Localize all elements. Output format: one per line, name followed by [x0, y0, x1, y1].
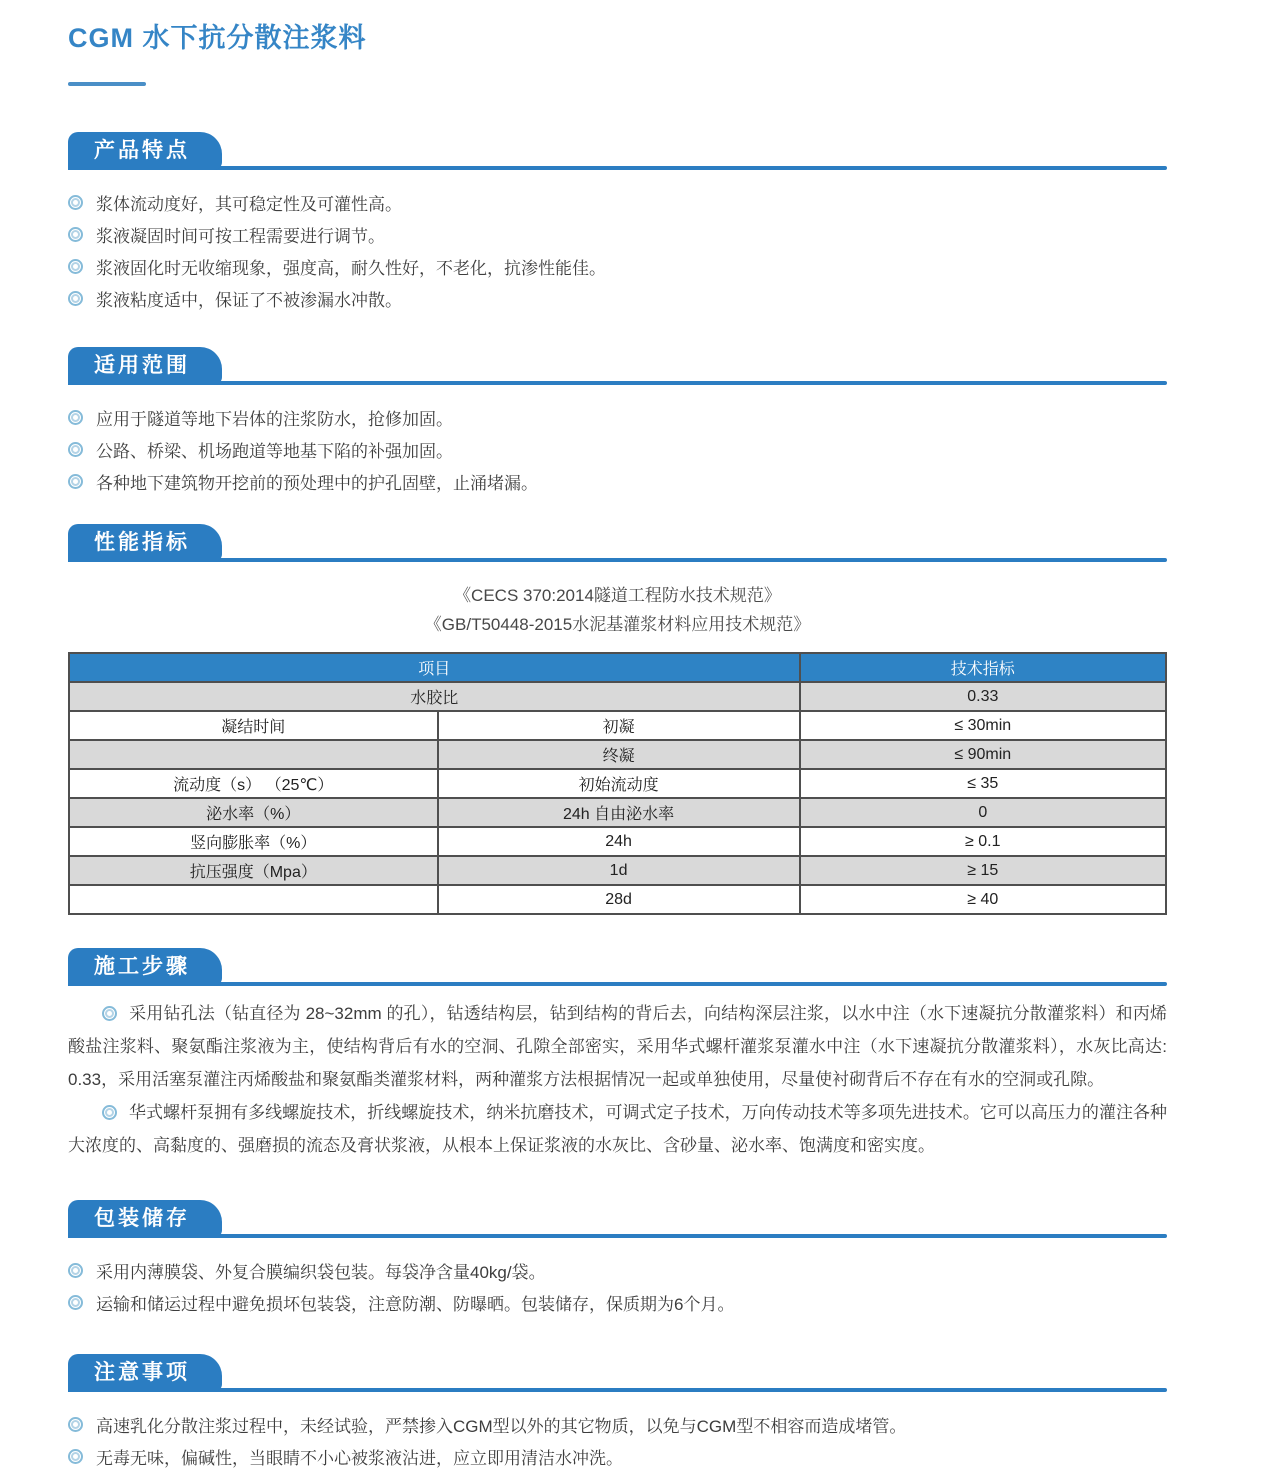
table-cell: 初凝 — [438, 711, 800, 740]
table-cell: 流动度（s） （25℃） — [69, 769, 438, 798]
page-title: CGM 水下抗分散注浆料 — [68, 23, 367, 53]
list-item — [68, 1440, 1167, 1472]
standard-reference: 《GB/T50448-2015水泥基灌浆材料应用技术规范》 — [424, 615, 811, 634]
table-cell: 凝结时间 — [69, 711, 438, 740]
table-cell: 竖向膨胀率（%） — [69, 827, 438, 856]
list-item-text: 浆液固化时无收缩现象，强度高，耐久性好，不老化，抗渗性能佳。 — [96, 258, 606, 278]
table-header-item: 项目 — [69, 653, 800, 682]
list-item-text: 浆液凝固时间可按工程需要进行调节。 — [96, 226, 385, 246]
section-header-notes — [68, 1354, 1167, 1392]
section-tab-packaging: 包装储存 — [68, 1200, 222, 1238]
table-row — [69, 682, 1166, 711]
construction-paragraphs — [68, 997, 1167, 1162]
table-cell: ≤ 90min — [800, 740, 1166, 769]
table-cell: ≥ 0.1 — [800, 827, 1166, 856]
section-header-features — [68, 132, 1167, 170]
list-item-text: 运输和储运过程中避免损坏包装袋，注意防潮、防曝晒。包装储存，保质期为6个月。 — [96, 1294, 735, 1314]
table-cell: 水胶比 — [69, 682, 800, 711]
ring-bullet-icon — [68, 442, 83, 457]
section-header-scope — [68, 347, 1167, 385]
ring-bullet-icon — [68, 259, 83, 274]
table-cell: ≤ 35 — [800, 769, 1166, 798]
table-cell: ≥ 40 — [800, 885, 1166, 914]
notes-list — [68, 1408, 1167, 1472]
table-cell: 0.33 — [800, 682, 1166, 711]
section-tab-notes: 注意事项 — [68, 1354, 222, 1392]
list-item — [68, 282, 1167, 314]
standards-references — [68, 581, 1167, 639]
table-cell: 抗压强度（Mpa） — [69, 856, 438, 885]
list-item — [68, 250, 1167, 282]
list-item-text: 应用于隧道等地下岩体的注浆防水，抢修加固。 — [96, 409, 453, 429]
table-row — [69, 711, 1166, 740]
ring-bullet-icon — [68, 227, 83, 242]
table-cell: 24h — [438, 827, 800, 856]
list-item — [68, 1254, 1167, 1286]
list-item — [68, 1408, 1167, 1440]
section-header-construction — [68, 948, 1167, 986]
features-list — [68, 186, 1167, 314]
section-header-performance — [68, 524, 1167, 562]
table-cell: 泌水率（%） — [69, 798, 438, 827]
list-item — [68, 218, 1167, 250]
list-item-text: 各种地下建筑物开挖前的预处理中的护孔固壁，止涌堵漏。 — [96, 473, 538, 493]
table-cell: 1d — [438, 856, 800, 885]
list-item-text: 无毒无味，偏碱性，当眼睛不小心被浆液沾进，应立即用清洁水冲洗。 — [96, 1448, 623, 1468]
ring-bullet-icon — [68, 410, 83, 425]
list-item-text: 公路、桥梁、机场跑道等地基下陷的补强加固。 — [96, 441, 453, 461]
construction-paragraph-text: 华式螺杆泵拥有多线螺旋技术，折线螺旋技术，纳米抗磨技术，可调式定子技术，万向传动技术等多项先进技术。它可以高压力的灌注各种大浓度的、高黏度的、强磨损的流态及膏状浆液，从根本上保证浆液的水灰比、含砂量、泌水率、饱满度和密实度。 — [68, 1103, 1167, 1155]
ring-bullet-icon — [68, 1295, 83, 1310]
table-row — [69, 769, 1166, 798]
section-tab-construction: 施工步骤 — [68, 948, 222, 986]
construction-paragraph — [68, 997, 1167, 1096]
table-row — [69, 798, 1166, 827]
table-cell: 终凝 — [438, 740, 800, 769]
table-cell — [69, 740, 438, 769]
table-cell: ≥ 15 — [800, 856, 1166, 885]
ring-bullet-icon — [68, 1417, 83, 1432]
scope-list — [68, 401, 1167, 497]
list-item — [68, 401, 1167, 433]
ring-bullet-icon — [68, 474, 83, 489]
table-header-row — [69, 653, 1166, 682]
table-row — [69, 856, 1166, 885]
table-row — [69, 827, 1166, 856]
ring-bullet-icon — [68, 1449, 83, 1464]
construction-paragraph-text: 采用钻孔法（钻直径为 28~32mm 的孔），钻透结构层，钻到结构的背后去，向结构深层注浆，以水中注（水下速凝抗分散灌浆料）和丙烯酸盐注浆料、聚氨酯注浆液为主，使结构背后有水的空洞、孔隙全部密实，采用华式螺杆灌浆泵灌水中注（水下速凝抗分散灌浆料），水灰比高达: 0.33，采用活塞泵灌注丙烯酸盐和聚氨酯类灌浆材料，两种灌浆方法根据情况一起或单独使用，尽量使衬砌背后不存在有水的空洞或孔隙。 — [68, 1004, 1167, 1089]
table-cell — [69, 885, 438, 914]
table-cell: 28d — [438, 885, 800, 914]
table-row — [69, 740, 1166, 769]
section-tab-performance: 性能指标 — [68, 524, 222, 562]
list-item-text: 浆体流动度好，其可稳定性及可灌性高。 — [96, 194, 402, 214]
ring-bullet-icon — [102, 1006, 117, 1021]
ring-bullet-icon — [102, 1105, 117, 1120]
standard-reference: 《CECS 370:2014隧道工程防水技术规范》 — [454, 586, 781, 605]
list-item — [68, 1286, 1167, 1318]
section-tab-features: 产品特点 — [68, 132, 222, 170]
list-item-text: 浆液粘度适中，保证了不被渗漏水冲散。 — [96, 290, 402, 310]
title-underline — [68, 82, 146, 86]
table-cell: 0 — [800, 798, 1166, 827]
list-item — [68, 186, 1167, 218]
ring-bullet-icon — [68, 1263, 83, 1278]
table-row — [69, 885, 1166, 914]
table-cell: ≤ 30min — [800, 711, 1166, 740]
list-item-text: 采用内薄膜袋、外复合膜编织袋包装。每袋净含量40kg/袋。 — [96, 1262, 546, 1282]
ring-bullet-icon — [68, 291, 83, 306]
section-header-packaging — [68, 1200, 1167, 1238]
list-item — [68, 433, 1167, 465]
list-item-text: 高速乳化分散注浆过程中，未经试验，严禁掺入CGM型以外的其它物质，以免与CGM型不相容而造成堵管。 — [96, 1416, 907, 1436]
table-cell: 24h 自由泌水率 — [438, 798, 800, 827]
list-item — [68, 465, 1167, 497]
table-header-spec: 技术指标 — [800, 653, 1166, 682]
packaging-list — [68, 1254, 1167, 1318]
performance-table — [68, 652, 1167, 915]
construction-paragraph — [68, 1096, 1167, 1162]
table-cell: 初始流动度 — [438, 769, 800, 798]
section-tab-scope: 适用范围 — [68, 347, 222, 385]
ring-bullet-icon — [68, 195, 83, 210]
